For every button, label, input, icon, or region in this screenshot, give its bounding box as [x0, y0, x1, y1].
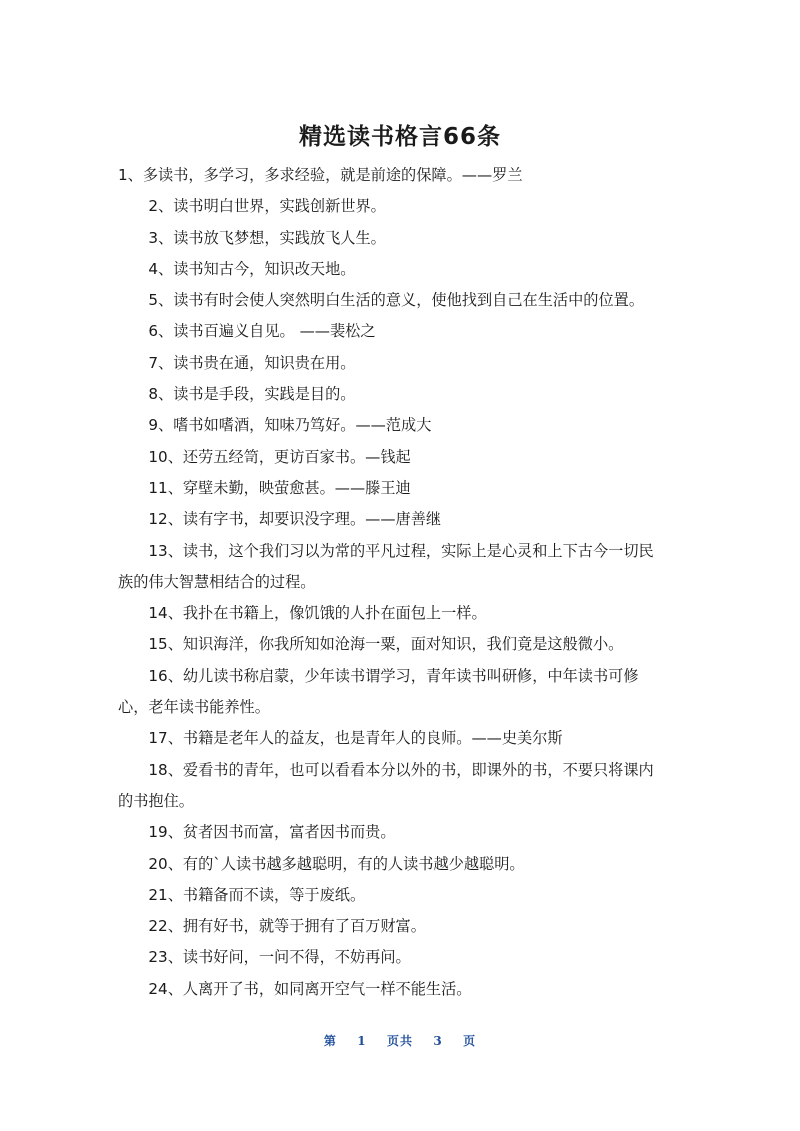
paragraph-12: 12、读有字书，却要识没字理。——唐善继 [148, 510, 442, 529]
paragraph-5: 5、读书有时会使人突然明白生活的意义，使他找到自己在生活中的位置。 [148, 291, 645, 310]
document-title: 精选读书格言66条 [298, 124, 501, 150]
page-suffix: 页 [463, 1034, 477, 1048]
paragraph-11: 11、穿壁未勤，映萤愈甚。——滕王迪 [148, 478, 411, 497]
page-footer [0, 1032, 800, 1049]
page-prefix: 第 [323, 1034, 337, 1048]
paragraph-23: 23、读书好问，一问不得，不妨再问。 [148, 948, 411, 967]
paragraph-16: 16、幼儿读书称启蒙，少年读书谓学习，青年读书叫研修，中年读书可修心，老年读书能养性。 [118, 666, 639, 717]
paragraph-24: 24、人离开了书，如同离开空气一样不能生活。 [148, 979, 472, 998]
paragraph-6: 6、读书百遍义自见。 ——裴松之 [148, 322, 376, 341]
paragraph-8: 8、读书是手段，实践是目的。 [148, 385, 356, 404]
paragraph-2: 2、读书明白世界，实践创新世界。 [148, 197, 386, 216]
paragraph-13: 13、读书，这个我们习以为常的平凡过程，实际上是心灵和上下古今一切民族的伟大智慧相结合的过程。 [118, 541, 654, 591]
paragraph-19: 19、贫者因书而富，富者因书而贵。 [148, 823, 396, 842]
paragraph-22: 22、拥有好书，就等于拥有了百万财富。 [148, 917, 426, 936]
paragraph-18: 18、爱看书的青年，也可以看看本分以外的书，即课外的书，不要只将课内的书抱住。 [118, 760, 654, 810]
paragraph-10: 10、还劳五经笥，更访百家书。—钱起 [148, 447, 411, 466]
paragraph-9: 9、嗜书如嗜酒，知味乃笃好。——范成大 [148, 416, 432, 435]
paragraph-4: 4、读书知古今，知识改天地。 [148, 259, 356, 278]
paragraph-21: 21、书籍备而不读，等于废纸。 [148, 885, 366, 904]
paragraph-17: 17、书籍是老年人的益友，也是青年人的良师。——史美尔斯 [148, 729, 563, 748]
paragraph-3: 3、读书放飞梦想，实践放飞人生。 [148, 228, 386, 247]
page-total: 3 [433, 1034, 443, 1048]
paragraph-15: 15、知识海洋，你我所知如沧海一粟，面对知识，我们竟是这般微小。 [148, 635, 624, 654]
paragraph-20: 20、有的`人读书越多越聪明，有的人读书越少越聪明。 [148, 854, 525, 873]
paragraph-7: 7、读书贵在通，知识贵在用。 [148, 353, 356, 372]
document-body [118, 160, 666, 1005]
page-number: 1 [357, 1034, 367, 1048]
page-middle: 页共 [386, 1034, 413, 1048]
paragraph-1: 1、多读书，多学习，多求经验，就是前途的保障。——罗兰 [118, 166, 523, 184]
paragraph-14: 14、我扑在书籍上，像饥饿的人扑在面包上一样。 [148, 604, 487, 623]
